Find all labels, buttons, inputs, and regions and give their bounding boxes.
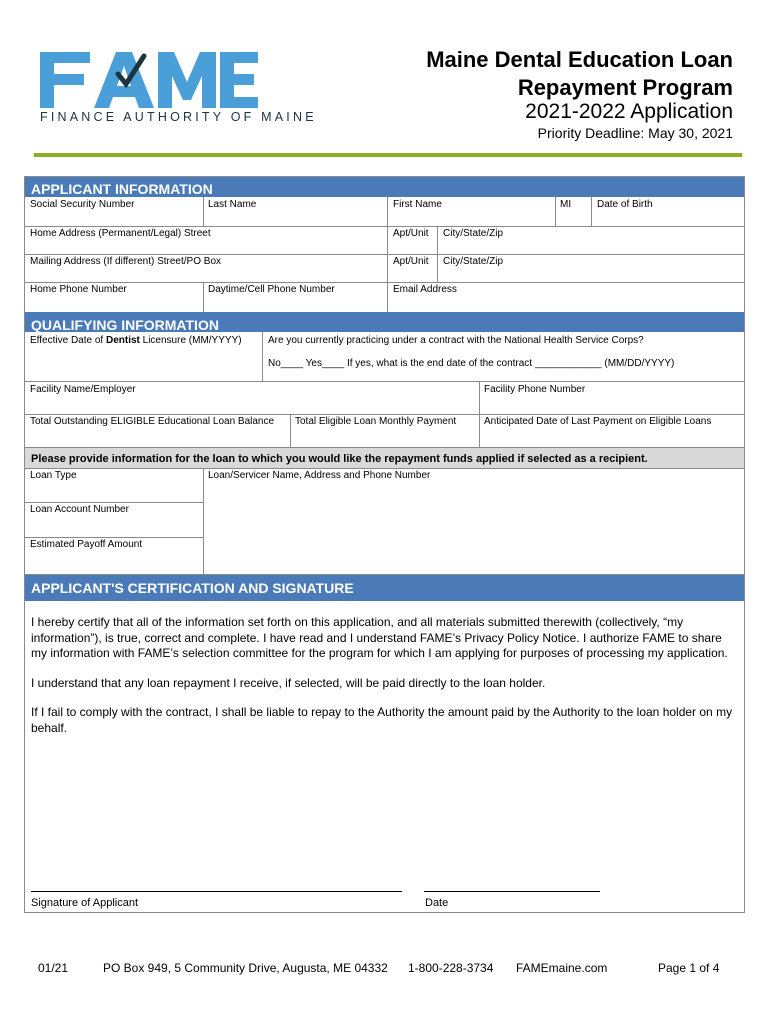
signature-line[interactable] [31, 891, 402, 892]
row-divider [25, 226, 744, 227]
loan-servicer-field[interactable]: Loan/Servicer Name, Address and Phone Number [208, 470, 431, 481]
row-divider [25, 537, 203, 538]
middle-initial-field[interactable]: MI [560, 199, 572, 210]
liability-statement: If I fail to comply with the contract, I shall be liable to repay to the Authority the amount paid by the Authority to the loan holder on my behalf. [31, 705, 733, 735]
form-code: 01/21 [38, 961, 69, 975]
logo-subtitle: FINANCE AUTHORITY OF MAINE [40, 110, 317, 124]
col-divider [387, 226, 388, 282]
row-divider [25, 282, 744, 283]
row-divider [25, 381, 744, 382]
cell-phone-field[interactable]: Daytime/Cell Phone Number [208, 284, 335, 295]
first-name-field[interactable]: First Name [393, 199, 442, 210]
col-divider [591, 197, 592, 226]
facility-phone-field[interactable]: Facility Phone Number [484, 384, 586, 395]
home-city-state-zip-field[interactable]: City/State/Zip [443, 228, 504, 239]
loan-info-heading: Please provide information for the loan to which you would like the repayment funds applied if selected as a recipient. [25, 448, 744, 468]
loan-holder-statement: I understand that any loan repayment I receive, if selected, will be paid directly to the loan holder. [31, 676, 546, 690]
facility-name-field[interactable]: Facility Name/Employer [30, 384, 136, 395]
mailing-address-field[interactable]: Mailing Address (If different) Street/PO Box [30, 256, 222, 267]
home-address-field[interactable]: Home Address (Permanent/Legal) Street [30, 228, 211, 239]
payoff-amount-field[interactable]: Estimated Payoff Amount [30, 539, 143, 550]
loan-type-field[interactable]: Loan Type [30, 470, 77, 481]
fame-logo [40, 52, 258, 108]
col-divider [203, 468, 204, 574]
mailing-city-state-zip-field[interactable]: City/State/Zip [443, 256, 504, 267]
col-divider [387, 197, 388, 226]
total-balance-field[interactable]: Total Outstanding ELIGIBLE Educational Loan Balance [30, 416, 275, 427]
nhsc-answer-field[interactable]: No____ Yes____ If yes, what is the end date of the contract ____________ (MM/DD/YYYY) [268, 358, 675, 369]
row-divider [25, 254, 744, 255]
col-divider [262, 332, 263, 381]
col-divider [203, 282, 204, 312]
row-divider [25, 468, 744, 469]
licensure-date-field[interactable] [30, 335, 242, 346]
qualifying-info-heading: QUALIFYING INFORMATION [25, 312, 744, 332]
col-divider [290, 414, 291, 447]
title-line-1: Maine Dental Education Loan [426, 47, 733, 72]
loan-account-field[interactable]: Loan Account Number [30, 504, 129, 515]
home-phone-field[interactable]: Home Phone Number [30, 284, 127, 295]
date-of-birth-field[interactable]: Date of Birth [597, 199, 653, 210]
licensure-label-bold: Dentist [105, 335, 140, 346]
title-line-2: Repayment Program [517, 75, 733, 100]
certification-heading: APPLICANT'S CERTIFICATION AND SIGNATURE [25, 575, 744, 601]
col-divider [555, 197, 556, 226]
row-divider [25, 502, 203, 503]
footer-address: PO Box 949, 5 Community Drive, Augusta, ME 04332 [103, 961, 388, 975]
licensure-label-pre: Effective Date of [30, 335, 106, 346]
last-payment-date-field[interactable]: Anticipated Date of Last Payment on Eligible Loans [484, 416, 712, 427]
page-number: Page 1 of 4 [658, 961, 720, 975]
header-divider [34, 153, 742, 157]
col-divider [203, 197, 204, 226]
date-line[interactable] [424, 891, 600, 892]
ssn-field[interactable]: Social Security Number [30, 199, 135, 210]
applicant-info-heading: APPLICANT INFORMATION [25, 177, 744, 197]
email-field[interactable]: Email Address [393, 284, 457, 295]
col-divider [387, 282, 388, 312]
priority-deadline: Priority Deadline: May 30, 2021 [537, 125, 733, 141]
col-divider [437, 226, 438, 282]
footer-website[interactable]: FAMEmaine.com [516, 961, 608, 975]
application-year: 2021-2022 Application [525, 100, 733, 123]
licensure-label-post: Licensure (MM/YYYY) [139, 335, 242, 346]
nhsc-question: Are you currently practicing under a contract with the National Health Service Corps? [268, 335, 644, 346]
monthly-payment-field[interactable]: Total Eligible Loan Monthly Payment [295, 416, 457, 427]
certification-paragraph: I hereby certify that all of the information set forth on this application, and all materials submitted therewith (collectively, “my information”), is true, correct and complete. I have read and I understand FAME’s Privacy Policy Notice. I authorize FAME to share my information with FAME’s selection committee for the program for which I am applying for purposes of processing my application. [31, 615, 728, 660]
signature-label: Signature of Applicant [31, 897, 139, 909]
date-label: Date [425, 897, 449, 909]
last-name-field[interactable]: Last Name [208, 199, 257, 210]
page-title [426, 46, 733, 102]
home-apt-field[interactable]: Apt/Unit [393, 228, 429, 239]
row-divider [25, 414, 744, 415]
footer-phone: 1-800-228-3734 [408, 961, 494, 975]
mailing-apt-field[interactable]: Apt/Unit [393, 256, 429, 267]
